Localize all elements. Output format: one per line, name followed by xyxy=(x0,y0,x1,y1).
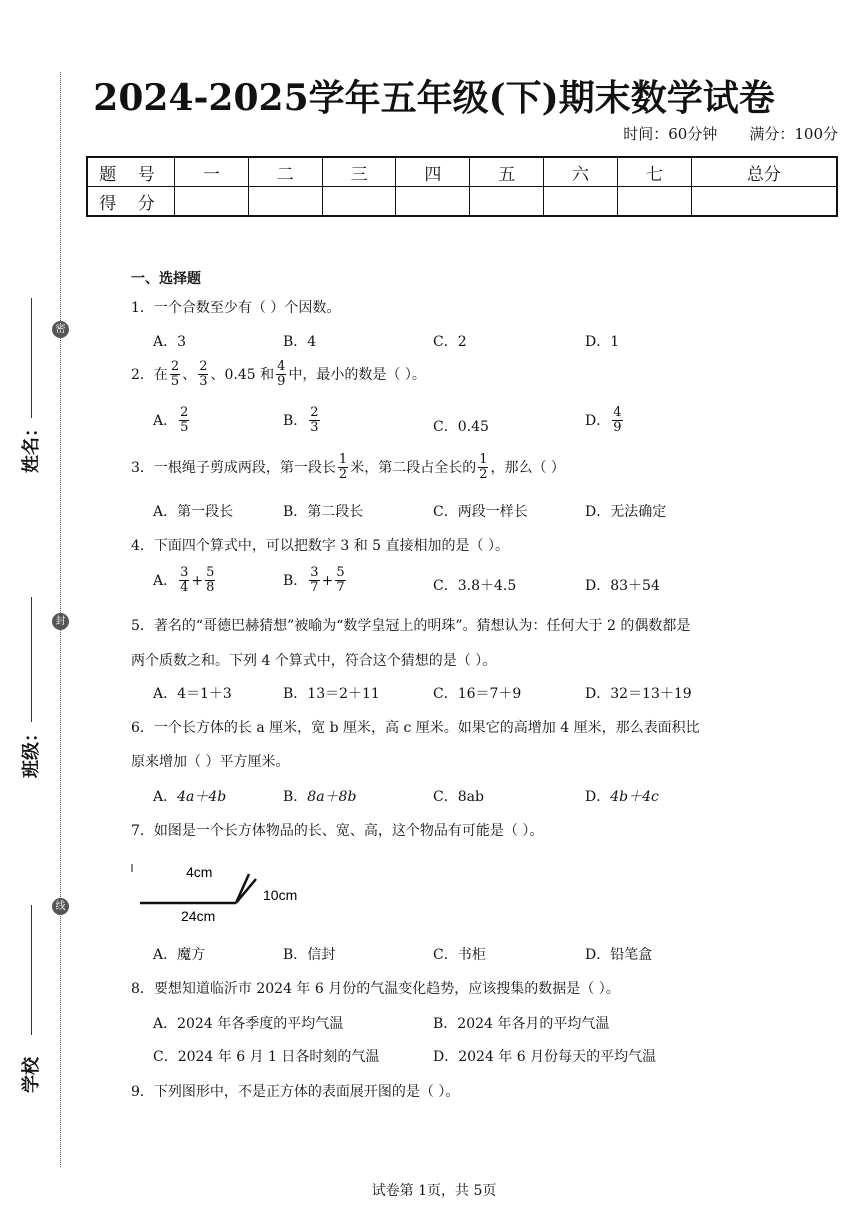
denominator: 5 xyxy=(180,420,189,436)
score-table-score-row xyxy=(87,187,837,217)
score-table-cell: 二 xyxy=(248,157,322,187)
numerator: 1 xyxy=(338,452,348,467)
q3-text: 米，第二段占全长的 xyxy=(350,459,477,476)
length-label: 24cm xyxy=(181,908,216,924)
option-letter: A． xyxy=(153,572,178,589)
option-letter: D． xyxy=(585,412,611,429)
seal-mark: 密 xyxy=(52,321,69,338)
question-5-line-1: 5．著名的“哥德巴赫猜想”被喻为“数学皇冠上的明珠”。猜想认为：任何大于 2 的偶数都是 xyxy=(131,618,691,634)
numerator: 2 xyxy=(199,359,208,374)
option-d[interactable] xyxy=(585,406,625,436)
score-blank[interactable] xyxy=(470,187,544,217)
option-b[interactable]: B．13＝2＋11 xyxy=(283,686,380,702)
seal-mark: 线 xyxy=(52,898,69,915)
denominator: 4 xyxy=(180,580,189,596)
numerator: 2 xyxy=(310,405,319,420)
score-table-cell: 题 号 xyxy=(87,157,175,187)
exam-info xyxy=(623,123,838,144)
question-5-line-2: 两个质数之和。下列 4 个算式中，符合这个猜想的是（ ）。 xyxy=(131,653,497,669)
numerator: 4 xyxy=(613,405,622,420)
numerator: 2 xyxy=(180,405,189,420)
option-letter: A． xyxy=(153,412,178,429)
option-a[interactable]: A．魔方 xyxy=(153,947,206,963)
denominator: 7 xyxy=(310,580,319,596)
score-table-cell: 五 xyxy=(470,157,544,187)
numerator: 5 xyxy=(206,565,215,580)
score-blank[interactable] xyxy=(322,187,396,217)
name-label: 姓名： xyxy=(21,419,42,473)
option-d[interactable]: D．2024 年 6 月份每天的平均气温 xyxy=(433,1049,657,1065)
fraction xyxy=(276,360,286,390)
option-c[interactable]: C．书柜 xyxy=(433,947,486,963)
denominator: 9 xyxy=(613,420,622,436)
option-letter: A． xyxy=(153,789,178,805)
height-label: 10cm xyxy=(263,887,298,903)
option-a[interactable]: A．2024 年各季度的平均气温 xyxy=(153,1016,344,1032)
option-b[interactable]: B．4 xyxy=(283,334,317,350)
question-9-stem: 9．下列图形中，不是正方体的表面展开图的是（ ）。 xyxy=(131,1084,460,1100)
score-blank[interactable] xyxy=(617,187,691,217)
plus-sign: + xyxy=(191,572,204,589)
q3-text: ，那么（ ） xyxy=(490,459,565,476)
score-table-cell: 总分 xyxy=(691,157,837,187)
exam-full-score: 满分：100分 xyxy=(749,125,838,143)
expression: 4a＋4b xyxy=(177,789,227,805)
fraction xyxy=(309,566,319,596)
fraction xyxy=(478,453,488,483)
option-c[interactable]: C．8ab xyxy=(433,789,484,805)
option-a[interactable] xyxy=(153,566,217,596)
exam-time: 时间：60分钟 xyxy=(623,125,718,143)
option-b[interactable]: B．信封 xyxy=(283,947,336,963)
option-d[interactable] xyxy=(585,786,659,806)
option-c[interactable]: C．3.8＋4.5 xyxy=(433,578,517,594)
q2-sep: 、0.45 和 xyxy=(210,366,275,383)
seal-mark: 封 xyxy=(52,613,69,630)
numerator: 3 xyxy=(310,565,319,580)
question-4-stem: 4．下面四个算式中，可以把数字 3 和 5 直接相加的是（ ）。 xyxy=(131,538,509,554)
page-footer: 试卷第 1页，共 5页 xyxy=(371,1183,497,1199)
numerator: 1 xyxy=(479,452,488,467)
option-letter: B． xyxy=(283,572,308,589)
option-a[interactable]: A．3 xyxy=(153,334,187,350)
score-table-cell: 四 xyxy=(396,157,470,187)
score-table-cell: 得 分 xyxy=(87,187,175,217)
denominator: 3 xyxy=(310,420,319,436)
score-table-cell: 一 xyxy=(175,157,249,187)
fraction xyxy=(338,453,348,483)
class-label: 班级： xyxy=(21,724,42,778)
q3-text: 3．一根绳子剪成两段，第一段长 xyxy=(131,459,336,476)
numerator: 5 xyxy=(336,565,345,580)
option-c[interactable]: C．两段一样长 xyxy=(433,504,528,520)
section-heading: 一、选择题 xyxy=(131,271,201,287)
score-blank[interactable] xyxy=(248,187,322,217)
score-table-header-row xyxy=(87,157,837,187)
question-2-stem xyxy=(131,360,426,390)
school-label: 学校 xyxy=(21,1057,42,1093)
denominator: 7 xyxy=(336,580,345,596)
option-letter: B． xyxy=(283,789,308,805)
q2-suffix: 中，最小的数是（ ）。 xyxy=(288,366,426,383)
plus-sign: + xyxy=(321,572,334,589)
q2-sep: 、 xyxy=(182,366,197,383)
fraction xyxy=(179,566,189,596)
denominator: 9 xyxy=(277,374,286,390)
option-b[interactable] xyxy=(283,786,356,806)
question-8-stem: 8．要想知道临沂市 2024 年 6 月份的气温变化趋势，应该搜集的数据是（ ）。 xyxy=(131,981,620,997)
score-table-cell: 六 xyxy=(544,157,618,187)
option-a[interactable]: A．第一段长 xyxy=(153,504,234,520)
fraction xyxy=(170,360,180,390)
denominator: 8 xyxy=(206,580,215,596)
option-d[interactable]: D．1 xyxy=(585,334,620,350)
score-table xyxy=(86,156,838,217)
expression: 4b＋4c xyxy=(610,789,659,805)
fraction xyxy=(612,406,622,436)
option-a[interactable] xyxy=(153,786,226,806)
question-7-stem: 7．如图是一个长方体物品的长、宽、高，这个物品有可能是（ ）。 xyxy=(131,823,544,839)
option-b[interactable] xyxy=(283,406,322,436)
option-c[interactable]: C．2 xyxy=(433,334,467,350)
question-6-line-1: 6．一个长方体的长 a 厘米，宽 b 厘米，高 c 厘米。如果它的高增加 4 厘米，那么表面积比 xyxy=(131,720,700,736)
option-d[interactable]: D．32＝13＋19 xyxy=(585,686,692,702)
q2-prefix: 2．在 xyxy=(131,366,168,383)
fraction xyxy=(205,566,215,596)
score-table-cell: 三 xyxy=(322,157,396,187)
question-1-stem: 1．一个合数至少有（ ）个因数。 xyxy=(131,300,341,316)
width-label: 4cm xyxy=(186,864,213,880)
score-blank[interactable] xyxy=(175,187,249,217)
numerator: 2 xyxy=(170,359,180,374)
numerator: 3 xyxy=(180,565,189,580)
denominator: 3 xyxy=(199,374,208,390)
option-a[interactable]: A．4＝1＋3 xyxy=(153,686,232,702)
option-b[interactable] xyxy=(283,566,348,596)
option-d[interactable]: D．无法确定 xyxy=(585,504,667,520)
school-fill-line[interactable] xyxy=(31,905,32,1035)
dimension-figure xyxy=(128,858,328,930)
denominator: 2 xyxy=(338,467,348,483)
option-letter: B． xyxy=(283,412,308,429)
score-blank[interactable] xyxy=(544,187,618,217)
score-table-cell: 七 xyxy=(617,157,691,187)
exam-title: 2024-2025学年五年级(下)期末数学试卷 xyxy=(93,77,775,119)
option-d[interactable]: D．铅笔盒 xyxy=(585,947,653,963)
option-c[interactable]: C．2024 年 6 月 1 日各时刻的气温 xyxy=(153,1049,380,1065)
question-6-line-2: 原来增加（ ）平方厘米。 xyxy=(131,754,290,770)
option-b[interactable]: B．2024 年各月的平均气温 xyxy=(433,1016,610,1032)
expression: 8a＋8b xyxy=(307,789,357,805)
score-blank[interactable] xyxy=(691,187,837,217)
class-fill-line[interactable] xyxy=(31,597,32,722)
option-letter: D． xyxy=(585,789,611,805)
fraction xyxy=(198,360,208,390)
name-fill-line[interactable] xyxy=(31,298,32,418)
denominator: 2 xyxy=(479,467,488,483)
numerator: 4 xyxy=(277,359,286,374)
denominator: 5 xyxy=(170,374,180,390)
option-c[interactable]: C．16＝7＋9 xyxy=(433,686,522,702)
fraction xyxy=(309,406,319,436)
option-b[interactable]: B．第二段长 xyxy=(283,504,364,520)
fraction xyxy=(179,406,189,436)
score-blank[interactable] xyxy=(396,187,470,217)
question-3-stem xyxy=(131,453,565,483)
fraction xyxy=(335,566,345,596)
option-d[interactable]: D．83＋54 xyxy=(585,578,660,594)
option-a[interactable] xyxy=(153,406,191,436)
option-c[interactable]: C．0.45 xyxy=(433,419,489,435)
